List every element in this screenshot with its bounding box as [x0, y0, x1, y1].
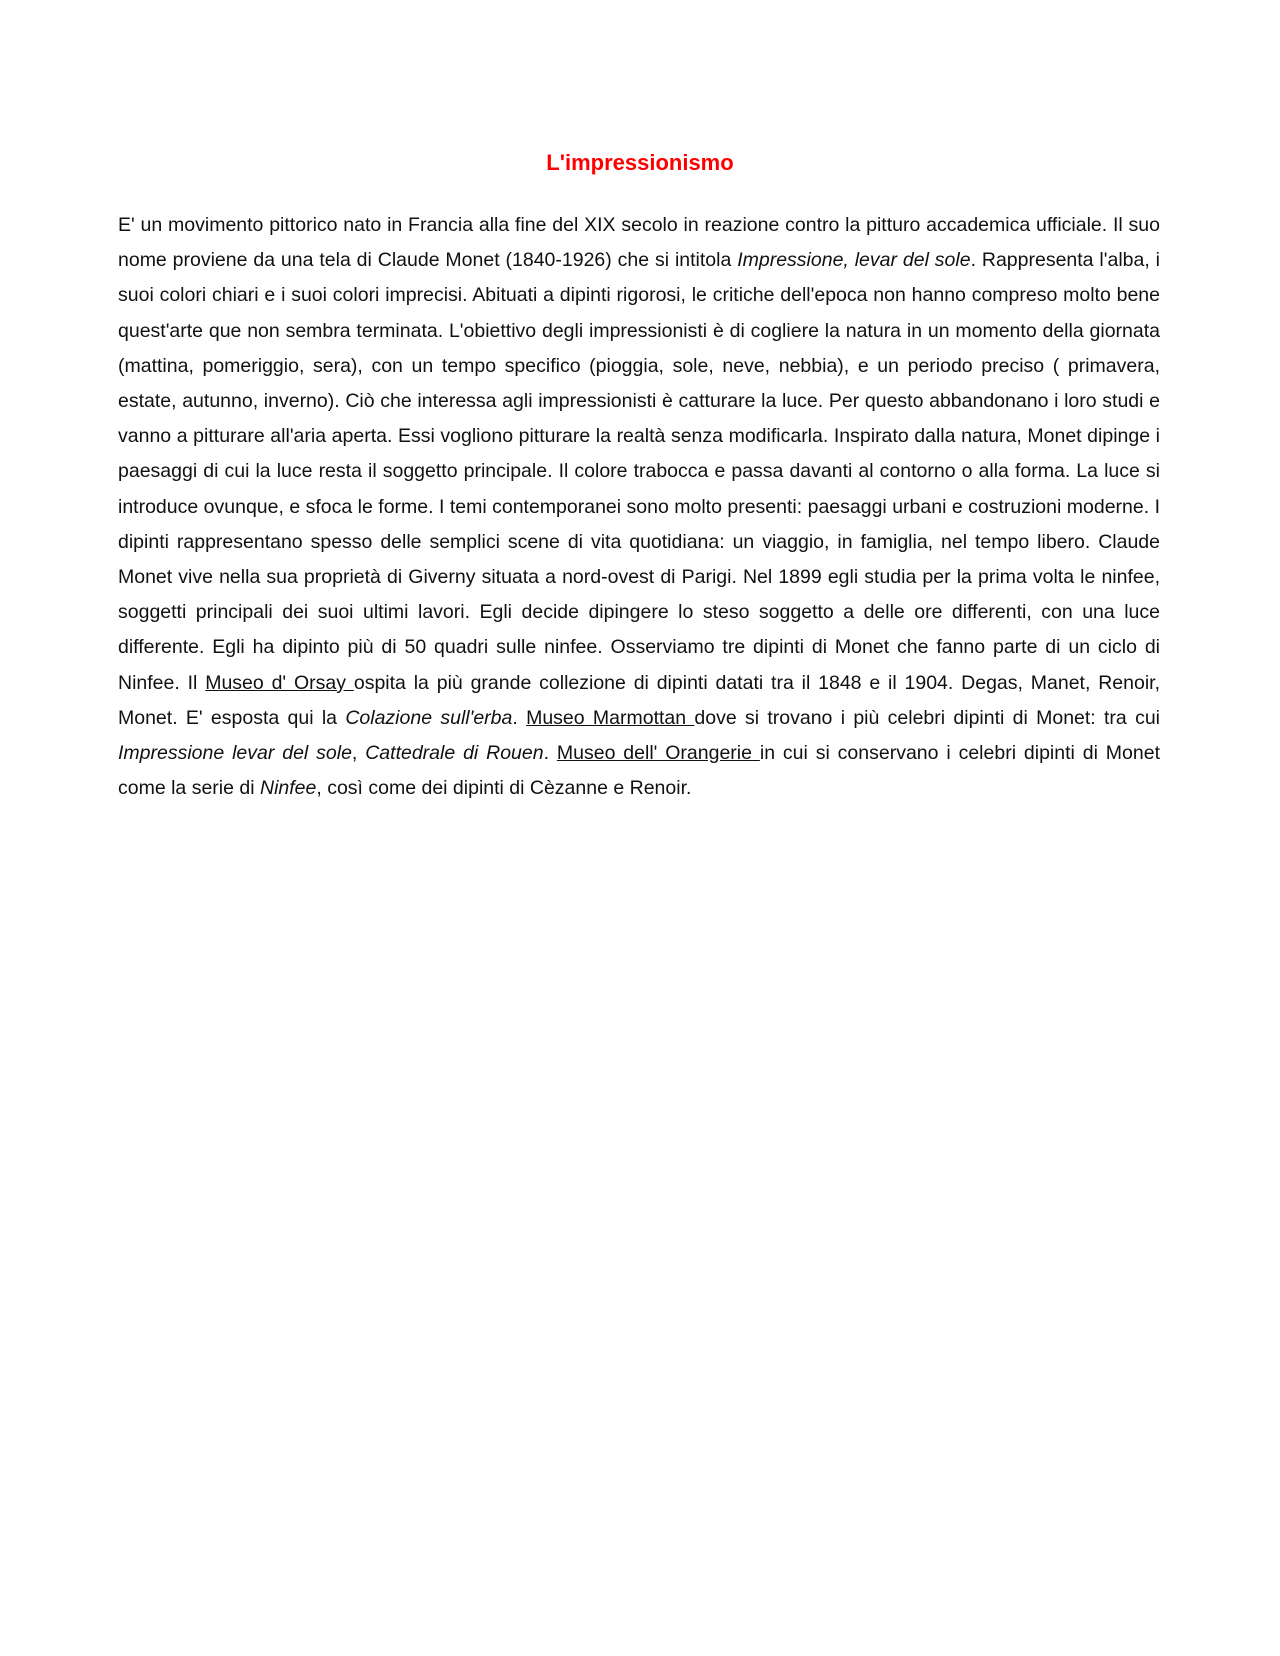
page-title: L'impressionismo — [546, 150, 734, 175]
link-museo-marmottan[interactable]: Museo Marmottan — [526, 706, 695, 729]
link-museo-orsay[interactable]: Museo d' Orsay — [205, 671, 354, 694]
paragraph-text: in cui si conservano i celebri dipinti di Monet come la serie di — [118, 742, 1160, 800]
paragraph-text: , — [351, 742, 366, 765]
paragraph-text: . Rappresenta l'alba, i suoi colori chiari e i suoi colori imprecisi. Abituati a dipinti rigorosi, le critiche dell'epoca non hanno compreso molto bene quest'arte que non sembra terminata. L'obiettivo degli impressionisti è di cogliere la natura in un momento della giornata (mattina, pomeriggio, sera), con un tempo specifico (pioggia, sole, neve, nebbia), e un periodo preciso ( primavera, estate, autunno, inverno). Ciò che interessa agli impressionisti è catturare la luce. Per questo abbandonano i loro studi e vanno a pitturare all'aria aperta. Essi vogliono pitturare la realtà senza modificarla. Inspirato dalla natura, Monet dipinge i paesaggi di cui la luce resta il soggetto principale. Il colore trabocca e passa davanti al contorno o alla forma. La luce si introduce ovunque, e sfoca le forme. I temi contemporanei sono molto presenti: paesaggi urbani e costruzioni moderne. I dipinti rappresentano spesso delle semplici scene di vita quotidiana: un viaggio, in famiglia, nel tempo libero. Claude Monet vive nella sua proprietà di Giverny situata a nord-ovest di Parigi. Nel 1899 egli studia per la prima volta le ninfee, soggetti principali dei suoi ultimi lavori. Egli decide dipingere lo steso soggetto a delle ore differenti, con una luce differente. Egli ha dipinto più di 50 quadri sulle ninfee. Osserviamo tre dipinti di Monet che fanno parte di un ciclo di Ninfee. Il — [118, 249, 1160, 694]
paragraph-text: . — [543, 742, 557, 765]
paragraph-text: dove si trovano i più celebri dipinti di Monet: tra cui — [694, 706, 1160, 729]
body-paragraph — [118, 208, 1160, 806]
paragraph-text: . — [512, 706, 527, 729]
paragraph-text: , così come dei dipinti di Cèzanne e Renoir. — [316, 777, 692, 800]
italic-title-text: Impressione, levar del sole — [737, 249, 971, 272]
italic-title-text: Colazione sull'erba — [345, 706, 513, 729]
italic-title-text: Impressione levar del sole — [118, 742, 352, 765]
link-museo-orangerie[interactable]: Museo dell' Orangerie — [556, 742, 760, 765]
italic-title-text: Ninfee — [259, 777, 317, 800]
paragraph-text: E' un movimento pittorico nato in Francia alla fine del XIX secolo in reazione contro la pitturo accademica ufficiale. Il suo nome proviene da una tela di Claude Monet (1840-1926) che si intitola — [118, 214, 1160, 272]
paragraph-text: ospita la più grande collezione di dipinti datati tra il 1848 e il 1904. Degas, Manet, Renoir, Monet. E' esposta qui la — [118, 671, 1161, 729]
italic-title-text: Cattedrale di Rouen — [365, 742, 544, 765]
